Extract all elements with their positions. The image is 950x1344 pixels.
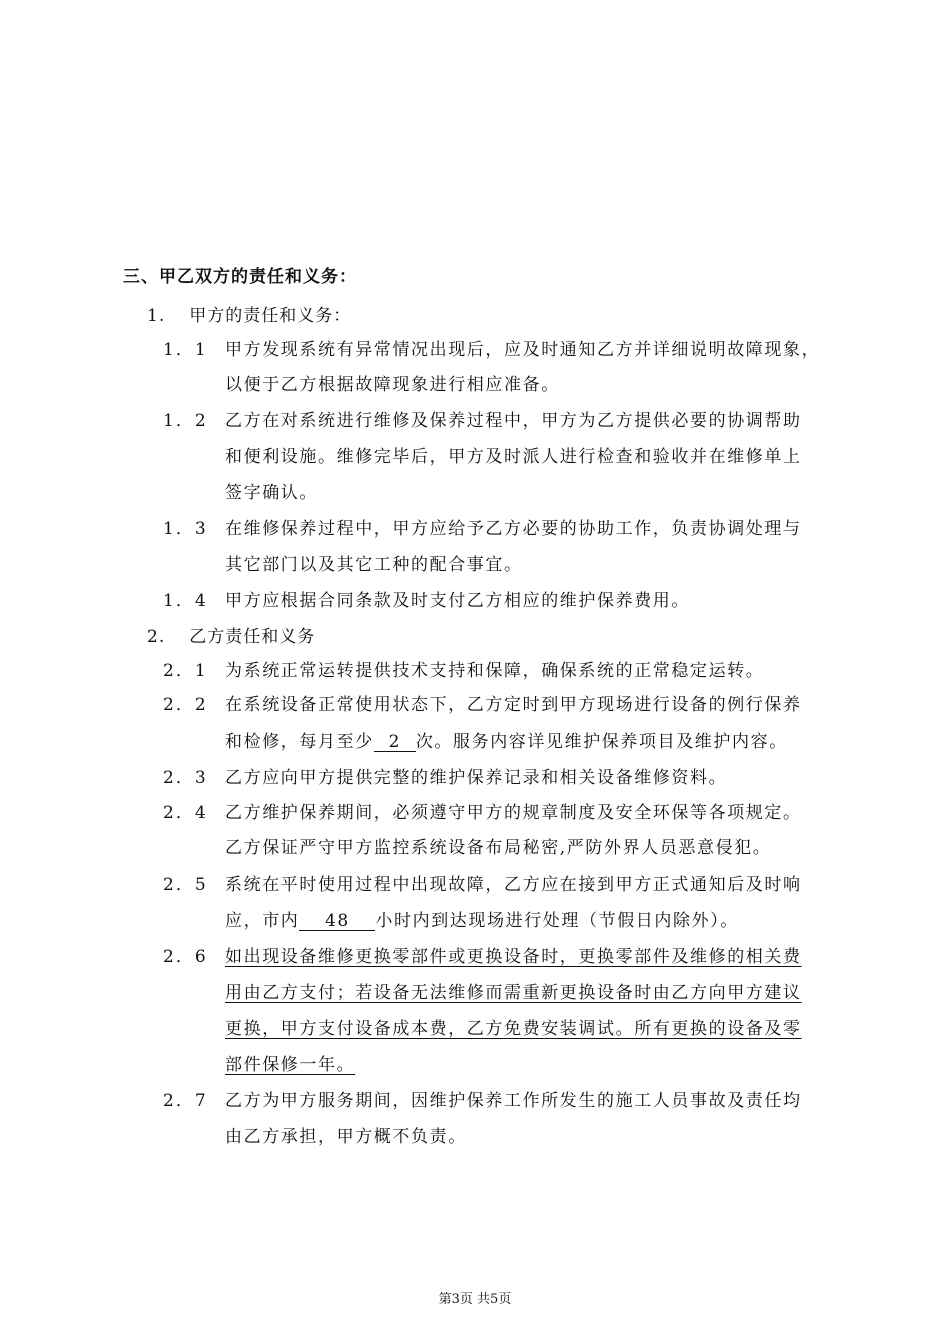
party-a-heading (147, 301, 351, 326)
clause-2-6-line: 如出现设备维修更换零部件或更换设备时，更换零部件及维修的相关费 (225, 947, 802, 967)
clause-number: 2．4 (163, 803, 208, 823)
clause-2-3-line: 乙方应向甲方提供完整的维护保养记录和相关设备维修资料。 (225, 768, 728, 788)
clause-1-2-line: 乙方在对系统进行维修及保养过程中，甲方为乙方提供必要的协调帮助 (225, 411, 802, 431)
clause-2-5-text: 应，市内 (225, 911, 300, 931)
page-footer: 第3页 共5页 (438, 1292, 512, 1307)
clause-1-1-line: 甲方发现系统有异常情况出现后，应及时通知乙方并详细说明故障现象， (225, 340, 821, 360)
clause-number: 2．6 (163, 947, 208, 967)
clause-number: 1．4 (163, 591, 208, 611)
party-a-heading-num: 1. (147, 306, 166, 326)
response-hours-value: 48 (299, 912, 375, 931)
clause-2-2-line: 在系统设备正常使用状态下，乙方定时到甲方现场进行设备的例行保养 (225, 695, 802, 715)
party-b-heading-num: 2. (147, 627, 166, 647)
clause-number: 2．3 (163, 768, 208, 788)
clause-1-1-line: 以便于乙方根据故障现象进行相应准备。 (225, 375, 560, 395)
clause-1-4-line: 甲方应根据合同条款及时支付乙方相应的维护保养费用。 (225, 591, 690, 611)
clause-2-5-line: 系统在平时使用过程中出现故障，乙方应在接到甲方正式通知后及时响 (225, 875, 802, 895)
clause-2-7-line: 乙方为甲方服务期间，因维护保养工作所发生的施工人员事故及责任均 (225, 1091, 802, 1111)
clause-number: 2．2 (163, 695, 208, 715)
clause-2-6-line: 部件保修一年。 (225, 1055, 356, 1075)
clause-2-7-line: 由乙方承担，甲方概不负责。 (225, 1127, 467, 1147)
clause-2-2-text: 次。服务内容详见维护保养项目及维护内容。 (415, 732, 788, 752)
clause-number: 1．1 (163, 340, 208, 360)
clause-number: 2．5 (163, 875, 208, 895)
times-per-month-value: 2 (374, 733, 416, 752)
clause-2-6-line: 用由乙方支付；若设备无法维修而需重新更换设备时由乙方向甲方建议 (225, 983, 802, 1003)
clause-number: 2．1 (163, 661, 208, 681)
clause-1-3-line: 其它部门以及其它工种的配合事宜。 (225, 555, 523, 575)
clause-2-5-line (225, 906, 739, 931)
clause-1-2-line: 签字确认。 (225, 483, 318, 503)
clause-number: 1．2 (163, 411, 208, 431)
clause-number: 2．7 (163, 1091, 208, 1111)
clause-2-4-line: 乙方保证严守甲方监控系统设备布局秘密,严防外界人员恶意侵犯。 (225, 838, 772, 858)
clause-1-3-line: 在维修保养过程中，甲方应给予乙方必要的协助工作，负责协调处理与 (225, 519, 802, 539)
party-b-heading-text: 乙方责任和义务 (189, 627, 316, 647)
clause-2-5-text: 小时内到达现场进行处理（节假日内除外）。 (375, 911, 739, 931)
section-title: 三、甲乙双方的责任和义务： (123, 267, 357, 287)
party-b-heading (147, 622, 315, 647)
clause-2-4-line: 乙方维护保养期间，必须遵守甲方的规章制度及安全环保等各项规定。 (225, 803, 802, 823)
clause-2-6-line: 更换，甲方支付设备成本费，乙方免费安装调试。所有更换的设备及零 (225, 1019, 802, 1039)
clause-2-2-line (225, 727, 788, 752)
clause-number: 1．3 (163, 519, 208, 539)
clause-2-2-text: 和检修，每月至少 (225, 732, 374, 752)
party-a-heading-text: 甲方的责任和义务： (189, 306, 352, 326)
clause-1-2-line: 和便利设施。维修完毕后，甲方及时派人进行检查和验收并在维修单上 (225, 447, 802, 467)
clause-2-1-line: 为系统正常运转提供技术支持和保障，确保系统的正常稳定运转。 (225, 661, 765, 681)
